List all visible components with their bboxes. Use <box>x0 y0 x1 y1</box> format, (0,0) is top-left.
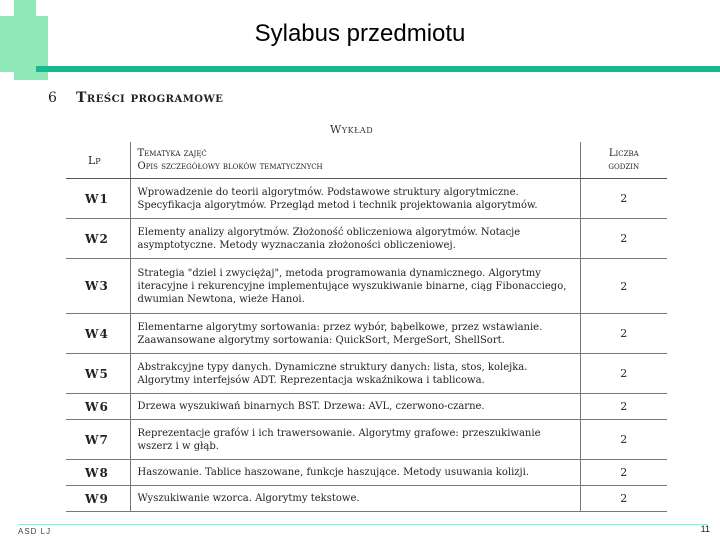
header-topic-line1: Tematyka zajęć <box>137 148 207 159</box>
slide-title: Sylabus przedmiotu <box>254 20 466 47</box>
table-row <box>66 259 667 314</box>
header-hours-line2: godzin <box>608 161 640 172</box>
row-description: Drzewa wyszukiwań binarnych BST. Drzewa: AVL, czerwono-czarne. <box>130 394 580 420</box>
row-code: W7 <box>85 432 109 447</box>
section-title: Treści programowe <box>76 90 224 106</box>
header-topic <box>130 142 580 179</box>
footer-divider <box>18 524 708 525</box>
footer-label: ASD LJ <box>18 527 52 536</box>
table-row <box>66 486 667 512</box>
table-header-row <box>66 142 667 179</box>
row-hours: 2 <box>580 460 667 486</box>
row-code: W2 <box>85 231 109 246</box>
row-description: Wprowadzenie do teorii algorytmów. Podstawowe struktury algorytmiczne. Specyfikacja algorytmów. Przegląd metod i technik projektowania algorytmów. <box>130 179 580 219</box>
row-hours: 2 <box>580 420 667 460</box>
row-hours: 2 <box>580 394 667 420</box>
row-code: W9 <box>85 491 109 506</box>
table-row <box>66 179 667 219</box>
title-underline-bar <box>36 66 720 72</box>
syllabus-table <box>66 142 667 512</box>
table-row <box>66 394 667 420</box>
table-row <box>66 314 667 354</box>
row-description: Elementy analizy algorytmów. Złożoność obliczeniowa algorytmów. Notacje asymptotyczne. Metody wyznaczania złożoności obliczeniowej. <box>130 219 580 259</box>
section-heading <box>48 90 223 106</box>
header-lp: Lp <box>66 142 130 179</box>
table-row <box>66 219 667 259</box>
corner-decoration-cutout <box>0 0 14 16</box>
table-caption: Wykład <box>330 123 374 136</box>
row-hours: 2 <box>580 219 667 259</box>
table-row <box>66 420 667 460</box>
row-code: W8 <box>85 465 109 480</box>
row-description: Reprezentacje grafów i ich trawersowanie. Algorytmy grafowe: przeszukiwanie wszerz i w głąb. <box>130 420 580 460</box>
page-number: 11 <box>700 524 710 534</box>
row-description: Wyszukiwanie wzorca. Algorytmy tekstowe. <box>130 486 580 512</box>
table-row <box>66 354 667 394</box>
row-code: W3 <box>85 279 109 293</box>
header-hours <box>580 142 667 179</box>
row-description: Elementarne algorytmy sortowania: przez wybór, bąbelkowe, przez wstawianie. Zaawansowane algorytmy sortowania: QuickSort, MergeSort, ShellSort. <box>130 314 580 354</box>
header-topic-line2: Opis szczegółowy bloków tematycznych <box>137 161 323 172</box>
row-description: Haszowanie. Tablice haszowane, funkcje haszujące. Metody usuwania kolizji. <box>130 460 580 486</box>
row-description: Strategia "dziel i zwyciężaj", metoda programowania dynamicznego. Algorytmy iteracyjne i rekurencyjne implementujące wyszukiwanie binarne, ciąg Fibonacciego, dwumian Newtona, wieże Hanoi. <box>130 259 580 314</box>
row-hours: 2 <box>580 179 667 219</box>
row-hours: 2 <box>580 486 667 512</box>
row-hours: 2 <box>580 314 667 354</box>
section-number: 6 <box>48 90 58 106</box>
row-code: W1 <box>85 191 109 206</box>
row-description: Abstrakcyjne typy danych. Dynamiczne struktury danych: lista, stos, kolejka. Algorytmy interfejsów ADT. Reprezentacja wskaźnikowa i tablicowa. <box>130 354 580 394</box>
row-code: W4 <box>85 326 109 341</box>
row-code: W6 <box>85 399 109 414</box>
row-hours: 2 <box>580 259 667 314</box>
row-hours: 2 <box>580 354 667 394</box>
table-row <box>66 460 667 486</box>
header-hours-line1: Liczba <box>608 148 639 159</box>
row-code: W5 <box>85 366 109 381</box>
